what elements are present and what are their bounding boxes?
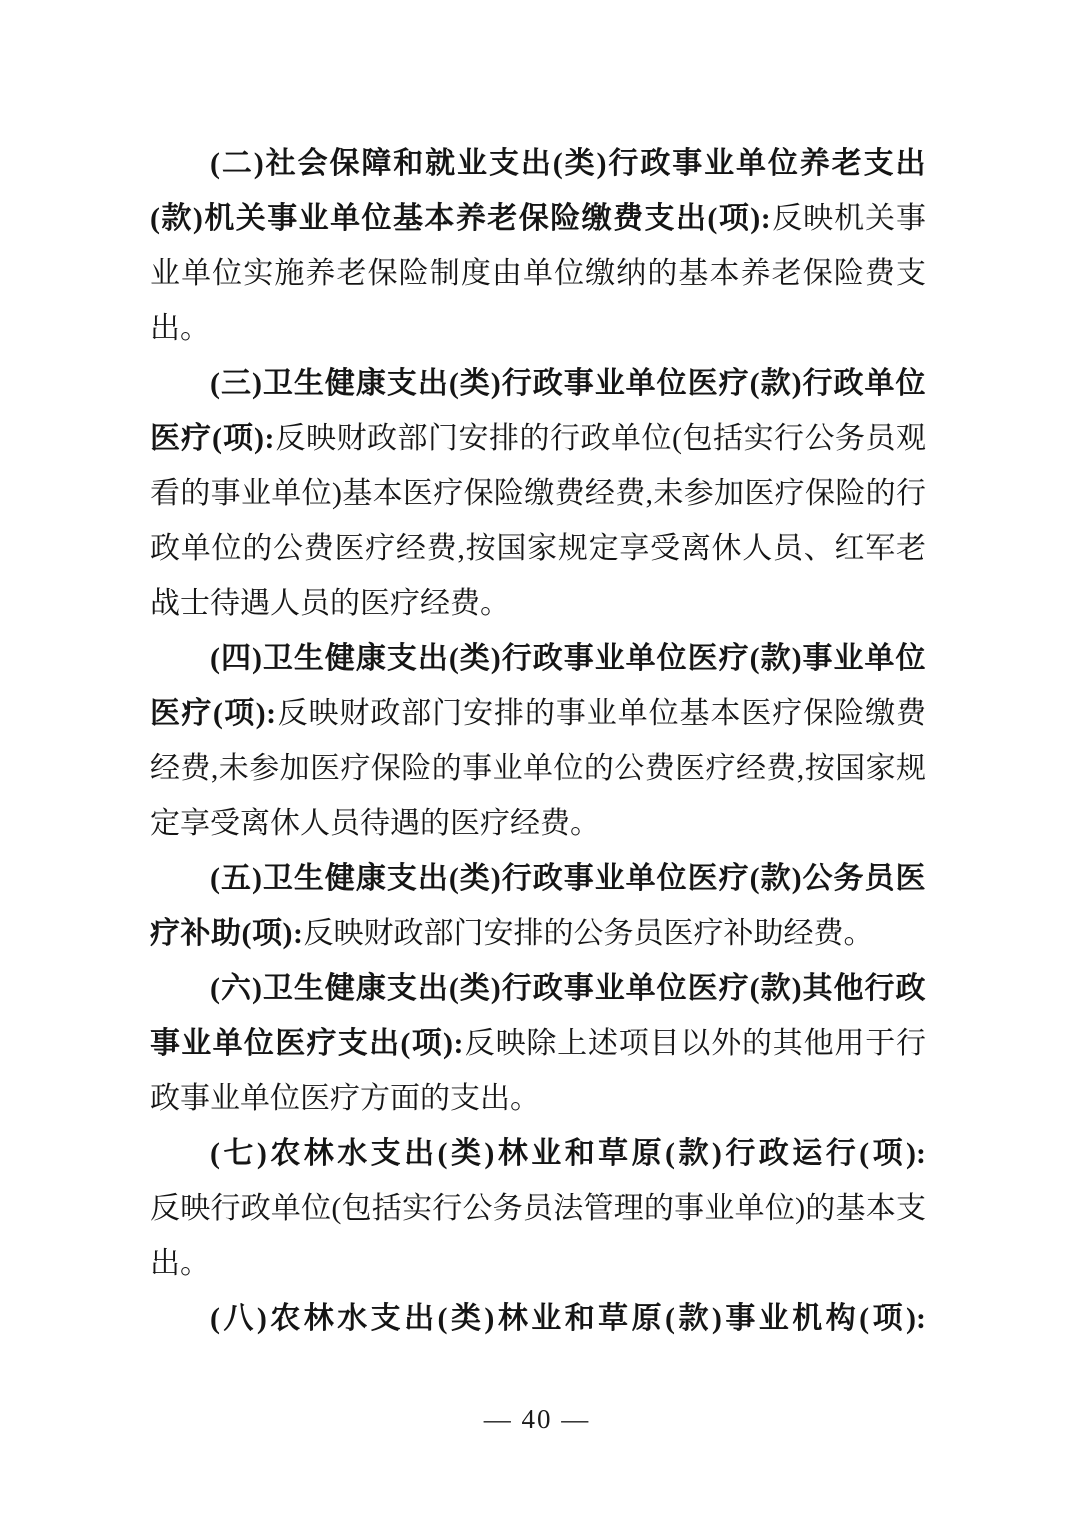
clause-paragraph-3: [150, 356, 926, 631]
document-text-block: [150, 136, 926, 1346]
clause-body: 反映财政部门安排的事业单位基本医疗保险缴费经费,未参加医疗保险的事业单位的公费医疗经费,按国家规定享受离休人员待遇的医疗经费。: [150, 697, 926, 840]
clause-body: 反映行政单位(包括实行公务员法管理的事业单位)的基本支出。: [150, 1192, 926, 1280]
clause-heading: (四)卫生健康支出(类)行政事业单位医疗(款)事业单位医疗(项):: [150, 642, 926, 730]
clause-heading: (二)社会保障和就业支出(类)行政事业单位养老支出(款)机关事业单位基本养老保险缴费支出(项):: [150, 147, 926, 235]
clause-paragraph-6: [150, 961, 926, 1126]
clause-paragraph-4: [150, 631, 926, 851]
clause-body: 反映除上述项目以外的其他用于行政事业单位医疗方面的支出。: [150, 1027, 926, 1115]
clause-heading: (六)卫生健康支出(类)行政事业单位医疗(款)其他行政事业单位医疗支出(项):: [150, 972, 926, 1060]
clause-body: 反映财政部门安排的行政单位(包括实行公务员观看的事业单位)基本医疗保险缴费经费,未参加医疗保险的行政单位的公费医疗经费,按国家规定享受离休人员、红军老战士待遇人员的医疗经费。: [150, 422, 926, 620]
clause-heading: (八)农林水支出(类)林业和草原(款)事业机构(项):: [210, 1302, 926, 1335]
clause-paragraph-2: [150, 136, 926, 356]
clause-body: 反映机关事业单位实施养老保险制度由单位缴纳的基本养老保险费支出。: [150, 202, 927, 345]
clause-paragraph-7: [150, 1126, 926, 1291]
clause-heading: (三)卫生健康支出(类)行政事业单位医疗(款)行政单位医疗(项):: [150, 367, 926, 455]
clause-body: 反映财政部门安排的公务员医疗补助经费。: [303, 917, 874, 950]
clause-heading: (五)卫生健康支出(类)行政事业单位医疗(款)公务员医疗补助(项):: [150, 862, 926, 950]
clause-paragraph-8: [150, 1291, 926, 1346]
page-number: — 40 —: [483, 1404, 591, 1434]
clause-heading: (七)农林水支出(类)林业和草原(款)行政运行(项):: [210, 1137, 926, 1170]
clause-paragraph-5: [150, 851, 926, 961]
